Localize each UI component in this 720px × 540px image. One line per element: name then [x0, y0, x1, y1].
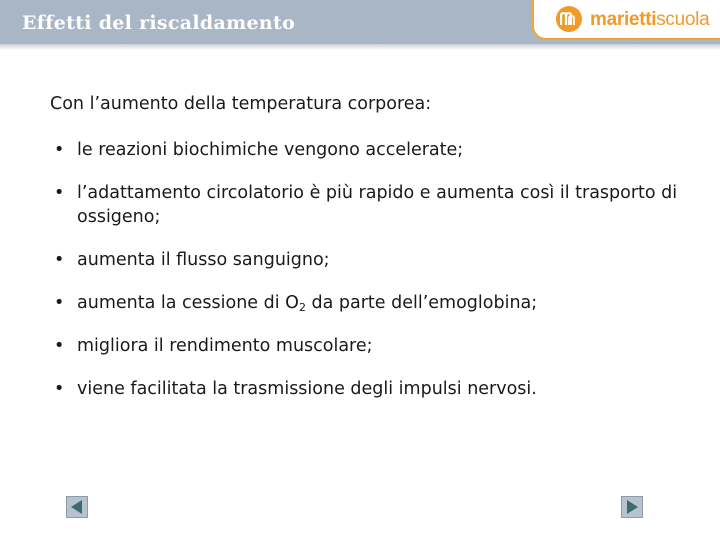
- bullet-text: [77, 293, 537, 313]
- bullet-text-after: da parte dell’emoglobina;: [305, 293, 538, 313]
- slide-title: Effetti del riscaldamento: [22, 12, 296, 34]
- bullet-text: aumenta il flusso sanguigno;: [77, 250, 330, 270]
- bullet-item: [50, 138, 690, 162]
- bullet-dot: •: [54, 183, 65, 203]
- slide-content: [50, 92, 690, 420]
- bullet-item: [50, 377, 690, 401]
- bullet-list: [50, 138, 690, 401]
- bullet-text-before: aumenta la cessione di O: [77, 293, 299, 313]
- bullet-item: [50, 291, 690, 315]
- next-slide-button[interactable]: [621, 496, 643, 518]
- bullet-text: migliora il rendimento muscolare;: [77, 336, 373, 356]
- bullet-item: [50, 334, 690, 358]
- bullet-dot: •: [54, 336, 65, 356]
- bullet-text: viene facilitata la trasmissione degli impulsi nervosi.: [77, 379, 537, 399]
- bullet-dot: •: [54, 140, 65, 160]
- bullet-dot: •: [54, 379, 65, 399]
- mm-logo-icon: [556, 6, 582, 32]
- triangle-left-icon: [67, 497, 87, 517]
- previous-slide-button[interactable]: [66, 496, 88, 518]
- publisher-logo: [532, 0, 720, 40]
- intro-text: Con l’aumento della temperatura corporea:: [50, 94, 432, 114]
- bullet-item: [50, 181, 690, 229]
- logo-text-primary: marietti: [590, 9, 657, 30]
- triangle-right-icon: [622, 497, 642, 517]
- logo-text: [590, 9, 709, 31]
- bullet-dot: •: [54, 250, 65, 270]
- header-divider: [0, 44, 720, 50]
- bullet-text: le reazioni biochimiche vengono accelerate;: [77, 140, 464, 160]
- oxygen-subscript: 2: [298, 301, 306, 314]
- bullet-dot: •: [54, 293, 65, 313]
- logo-text-secondary: scuola: [656, 9, 710, 30]
- bullet-text: l’adattamento circolatorio è più rapido e aumenta così il trasporto di ossigeno;: [77, 183, 678, 227]
- bullet-item: [50, 248, 690, 272]
